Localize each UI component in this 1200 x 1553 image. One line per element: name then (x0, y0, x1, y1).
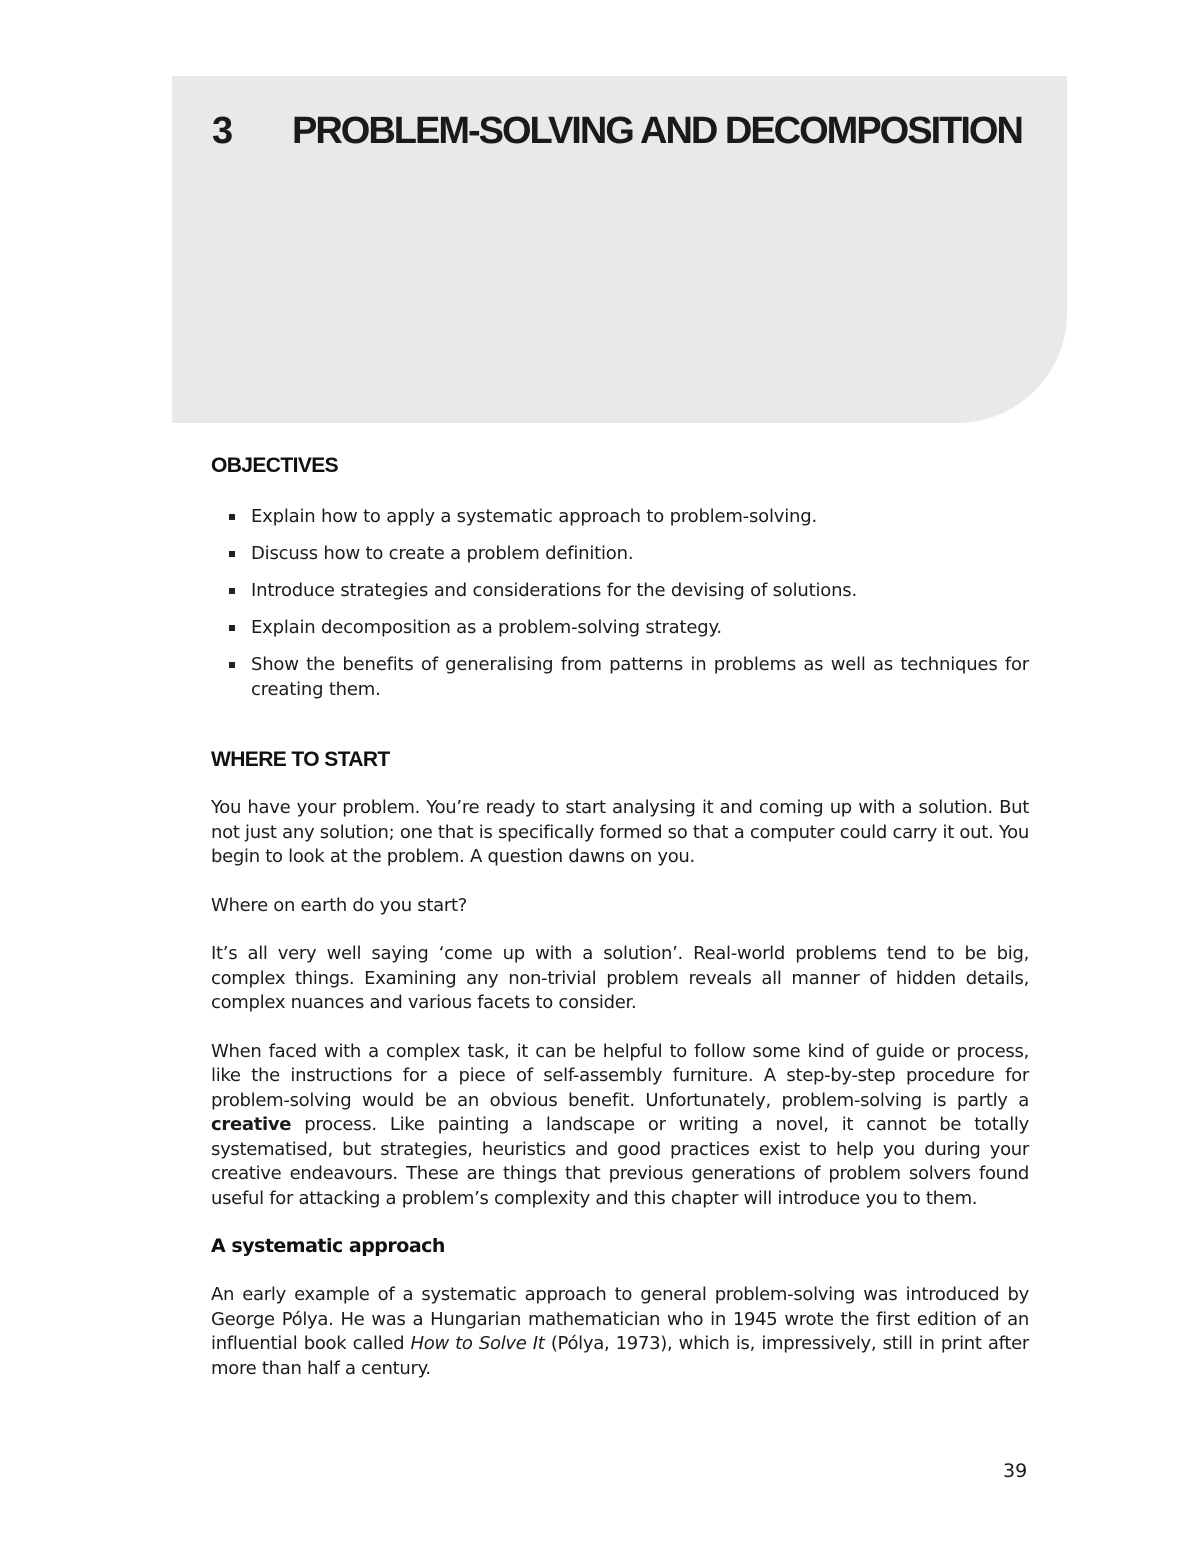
bullet-icon (229, 551, 235, 557)
bullet-icon (229, 588, 235, 594)
page-number: 39 (1003, 1460, 1028, 1482)
where-to-start-heading: WHERE TO START (211, 748, 390, 771)
objectives-list (211, 504, 1029, 702)
paragraph-text: An early example of a systematic approach to general problem-solving was introduced by George Pólya. He was a Hungarian mathematician who in 1945 wrote the first edition of an influential book called (211, 1284, 1029, 1354)
objective-text: Explain decomposition as a problem-solving strategy. (251, 617, 722, 638)
systematic-approach-heading: A systematic approach (211, 1235, 445, 1257)
list-item (229, 541, 1029, 566)
paragraph: You have your problem. You’re ready to start analysing it and coming up with a solution. But not just any solution; one that is specifically formed so that a computer could carry it out. You begin to look at the problem. A question dawns on you. (211, 797, 1029, 867)
list-item (229, 504, 1029, 529)
paragraph (211, 1040, 1029, 1212)
paragraph: Where on earth do you start? (211, 894, 467, 916)
list-item (229, 615, 1029, 640)
chapter-banner (172, 76, 1067, 423)
list-item (229, 578, 1029, 603)
paragraph-text: process. Like painting a landscape or writing a novel, it cannot be totally systematised, but strategies, heuristics and good practices exist to help you during your creative endeavours. These are things that previous generations of problem solvers found useful for attacking a problem’s complexity and this chapter will introduce you to them. (211, 1114, 1029, 1209)
objective-text: Introduce strategies and considerations for the devising of solutions. (251, 580, 857, 601)
chapter-number: 3 (212, 110, 232, 152)
paragraph-text: (Pólya, 1973), which is, impressively, still in print after more than half a century. (211, 1333, 1029, 1379)
objectives-heading: OBJECTIVES (211, 454, 339, 477)
paragraph-text: When faced with a complex task, it can be helpful to follow some kind of guide or process, like the instructions for a piece of self-assembly furniture. A step-by-step procedure for problem-solving would be an obvious benefit. Unfortunately, problem-solving is partly a (211, 1040, 1029, 1111)
book-title: How to Solve It (410, 1333, 545, 1354)
chapter-title: PROBLEM-SOLVING AND DECOMPOSITION (292, 110, 1022, 152)
objective-text: Show the benefits of generalising from patterns in problems as well as techniques for creating them. (251, 654, 1029, 700)
paragraph (211, 1283, 1029, 1381)
emphasis-text: creative (211, 1114, 292, 1135)
bullet-icon (229, 514, 235, 520)
bullet-icon (229, 625, 235, 631)
page-content (211, 450, 1029, 1381)
objective-text: Discuss how to create a problem definition. (251, 543, 634, 564)
objective-text: Explain how to apply a systematic approach to problem-solving. (251, 506, 817, 527)
list-item (229, 652, 1029, 702)
bullet-icon (229, 662, 235, 668)
paragraph: It’s all very well saying ‘come up with a solution’. Real-world problems tend to be big, complex things. Examining any non-trivial problem reveals all manner of hidden details, complex nuances and various facets to consider. (211, 943, 1029, 1013)
